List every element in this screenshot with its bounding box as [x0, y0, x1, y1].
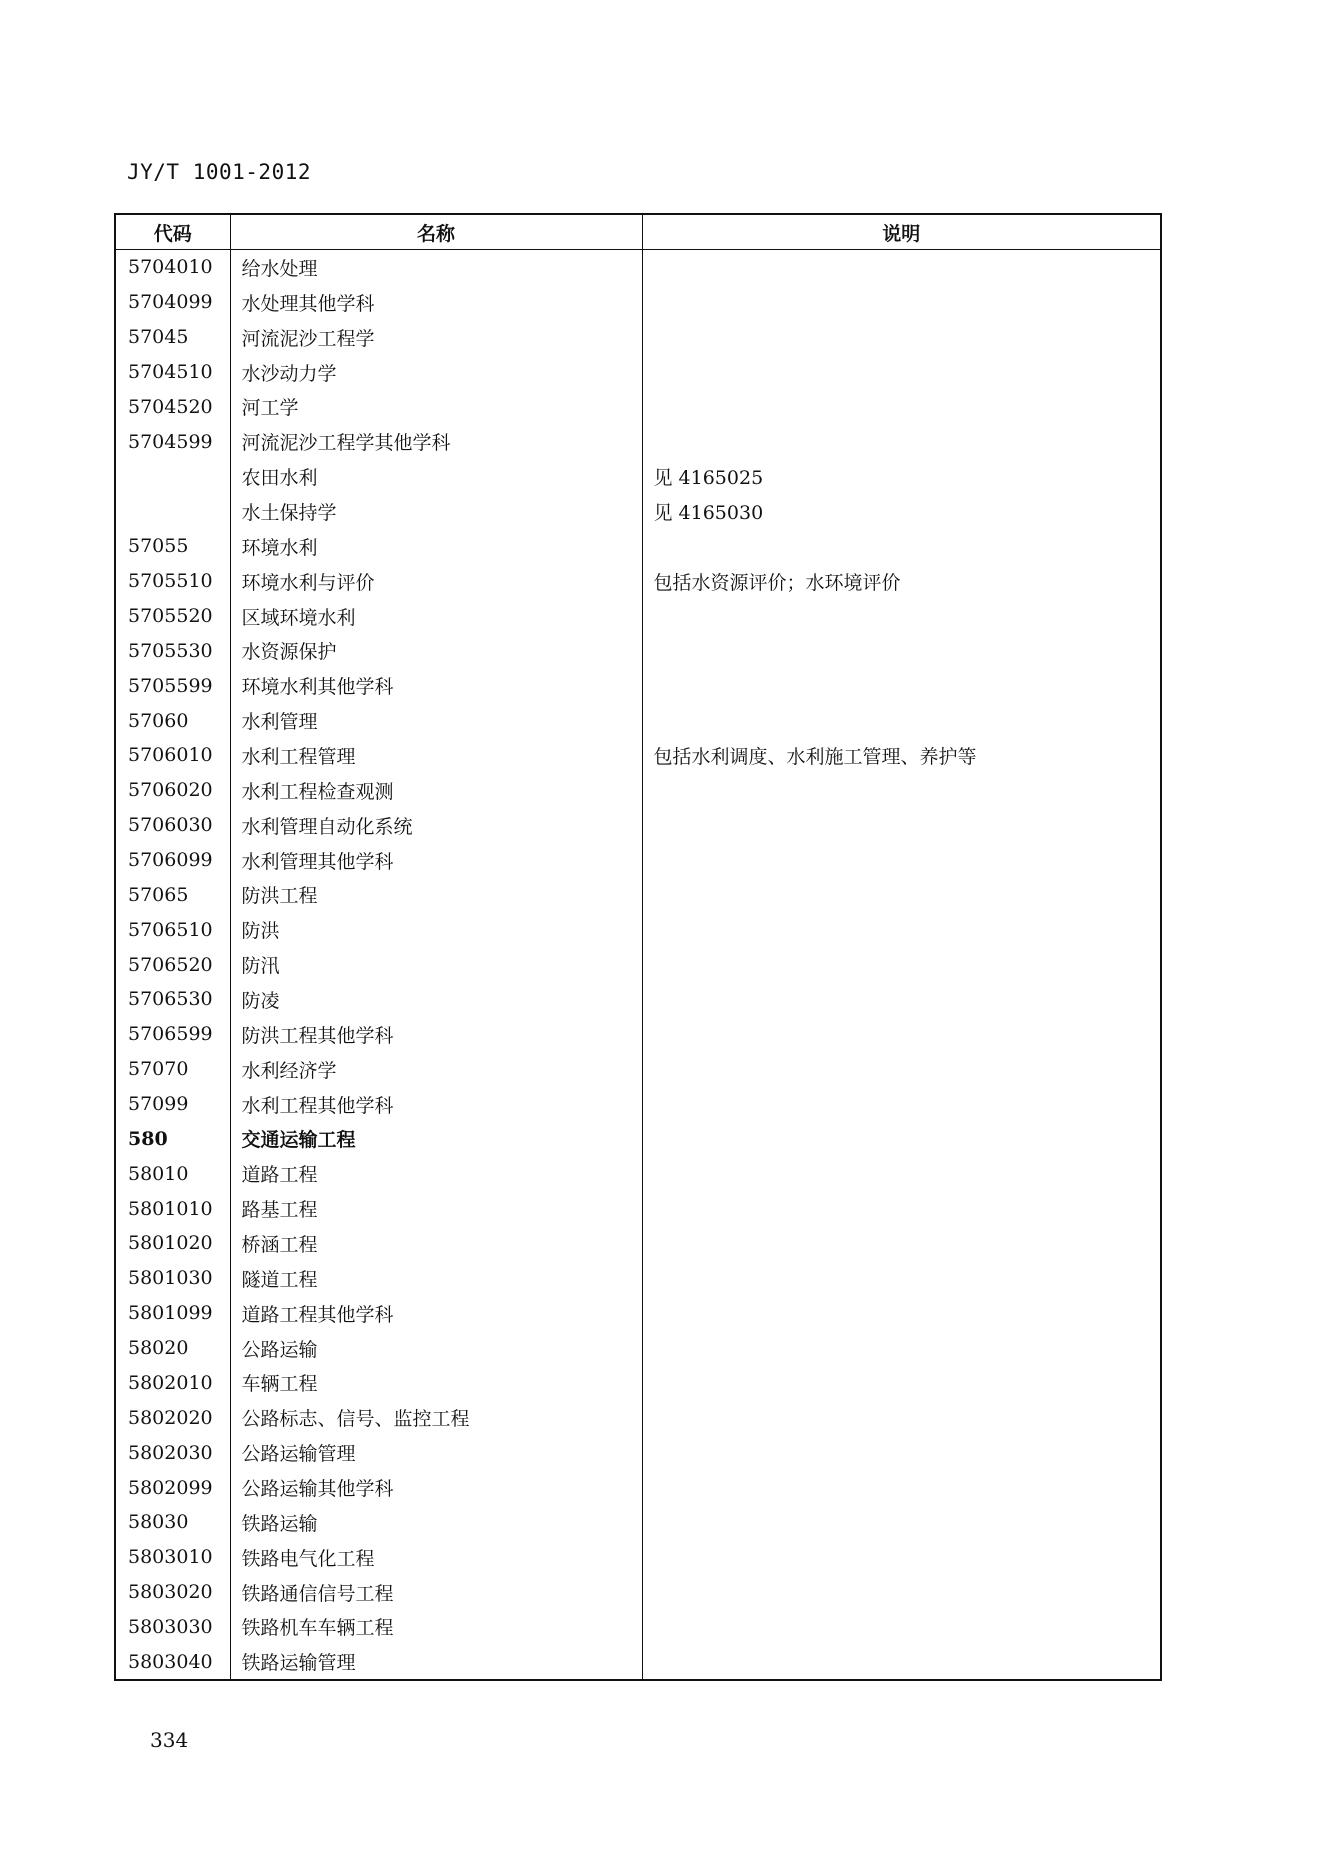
note-cell	[642, 529, 1161, 564]
note-cell	[642, 285, 1161, 320]
table-row	[115, 1470, 1161, 1505]
note-cell	[642, 947, 1161, 982]
note-cell	[642, 1505, 1161, 1540]
table-row	[115, 808, 1161, 843]
name-cell: 防凌	[230, 982, 642, 1017]
code-cell: 5706099	[115, 843, 230, 878]
name-cell: 水处理其他学科	[230, 285, 642, 320]
standard-code: JY/T 1001-2012	[127, 160, 312, 184]
name-cell: 环境水利	[230, 529, 642, 564]
table-row	[115, 738, 1161, 773]
code-cell: 57070	[115, 1052, 230, 1087]
name-cell: 铁路运输	[230, 1505, 642, 1540]
table-row	[115, 1226, 1161, 1261]
note-cell	[642, 1540, 1161, 1575]
code-cell: 58010	[115, 1156, 230, 1191]
table-row	[115, 1087, 1161, 1122]
note-cell	[642, 1121, 1161, 1156]
table-row	[115, 1435, 1161, 1470]
table-row	[115, 529, 1161, 564]
note-cell	[642, 1261, 1161, 1296]
code-cell: 5704099	[115, 285, 230, 320]
note-cell	[642, 1575, 1161, 1610]
name-cell: 道路工程其他学科	[230, 1296, 642, 1331]
code-cell: 5705599	[115, 668, 230, 703]
note-cell	[642, 1017, 1161, 1052]
table-row	[115, 424, 1161, 459]
code-cell: 5705530	[115, 633, 230, 668]
table-row	[115, 459, 1161, 494]
note-cell	[642, 1366, 1161, 1401]
column-header-name: 名称	[230, 214, 642, 250]
note-cell: 见 4165025	[642, 459, 1161, 494]
table-row	[115, 668, 1161, 703]
note-cell	[642, 424, 1161, 459]
name-cell: 公路运输管理	[230, 1435, 642, 1470]
name-cell: 河工学	[230, 389, 642, 424]
code-cell: 5803040	[115, 1644, 230, 1680]
note-cell	[642, 633, 1161, 668]
discipline-code-table	[114, 213, 1162, 1681]
code-cell: 5801030	[115, 1261, 230, 1296]
code-cell: 5704510	[115, 355, 230, 390]
note-cell	[642, 1644, 1161, 1680]
table-row	[115, 1156, 1161, 1191]
note-cell	[642, 1470, 1161, 1505]
name-cell: 水利工程检查观测	[230, 773, 642, 808]
name-cell: 给水处理	[230, 250, 642, 285]
note-cell	[642, 250, 1161, 285]
code-cell: 5704520	[115, 389, 230, 424]
code-cell: 5801099	[115, 1296, 230, 1331]
note-cell	[642, 599, 1161, 634]
name-cell: 河流泥沙工程学	[230, 320, 642, 355]
table-row	[115, 703, 1161, 738]
name-cell: 农田水利	[230, 459, 642, 494]
code-cell: 58020	[115, 1331, 230, 1366]
code-cell: 5803030	[115, 1610, 230, 1645]
name-cell: 铁路机车车辆工程	[230, 1610, 642, 1645]
name-cell: 道路工程	[230, 1156, 642, 1191]
table-row	[115, 947, 1161, 982]
table-row	[115, 1644, 1161, 1680]
table-row	[115, 494, 1161, 529]
name-cell: 铁路电气化工程	[230, 1540, 642, 1575]
code-cell	[115, 459, 230, 494]
name-cell: 交通运输工程	[230, 1121, 642, 1156]
name-cell: 水利管理	[230, 703, 642, 738]
table-row	[115, 285, 1161, 320]
code-cell: 58030	[115, 1505, 230, 1540]
table-row	[115, 564, 1161, 599]
name-cell: 铁路通信信号工程	[230, 1575, 642, 1610]
note-cell	[642, 668, 1161, 703]
note-cell	[642, 1435, 1161, 1470]
table-row	[115, 1331, 1161, 1366]
code-cell: 5802099	[115, 1470, 230, 1505]
note-cell	[642, 843, 1161, 878]
code-cell: 57045	[115, 320, 230, 355]
note-cell	[642, 320, 1161, 355]
note-cell	[642, 1331, 1161, 1366]
code-cell: 5706599	[115, 1017, 230, 1052]
code-cell: 5706510	[115, 912, 230, 947]
table-row	[115, 389, 1161, 424]
column-header-code: 代码	[115, 214, 230, 250]
note-cell: 包括水资源评价；水环境评价	[642, 564, 1161, 599]
code-cell: 5704010	[115, 250, 230, 285]
page-number: 334	[150, 1728, 189, 1752]
name-cell: 公路运输其他学科	[230, 1470, 642, 1505]
name-cell: 环境水利与评价	[230, 564, 642, 599]
code-cell	[115, 494, 230, 529]
name-cell: 车辆工程	[230, 1366, 642, 1401]
table-row	[115, 1121, 1161, 1156]
table-row	[115, 1540, 1161, 1575]
name-cell: 水土保持学	[230, 494, 642, 529]
name-cell: 防洪工程其他学科	[230, 1017, 642, 1052]
table-row	[115, 1191, 1161, 1226]
note-cell	[642, 1296, 1161, 1331]
code-cell: 57055	[115, 529, 230, 564]
note-cell: 包括水利调度、水利施工管理、养护等	[642, 738, 1161, 773]
code-cell: 5803020	[115, 1575, 230, 1610]
name-cell: 水利工程管理	[230, 738, 642, 773]
name-cell: 铁路运输管理	[230, 1644, 642, 1680]
table-row	[115, 843, 1161, 878]
name-cell: 水利管理自动化系统	[230, 808, 642, 843]
note-cell	[642, 982, 1161, 1017]
code-cell: 57099	[115, 1087, 230, 1122]
name-cell: 公路标志、信号、监控工程	[230, 1400, 642, 1435]
code-cell: 57060	[115, 703, 230, 738]
code-cell: 5706030	[115, 808, 230, 843]
note-cell: 见 4165030	[642, 494, 1161, 529]
name-cell: 环境水利其他学科	[230, 668, 642, 703]
table-row	[115, 1296, 1161, 1331]
note-cell	[642, 703, 1161, 738]
note-cell	[642, 1052, 1161, 1087]
table-row	[115, 877, 1161, 912]
table-row	[115, 1505, 1161, 1540]
note-cell	[642, 912, 1161, 947]
code-cell: 57065	[115, 877, 230, 912]
note-cell	[642, 1087, 1161, 1122]
table-row	[115, 982, 1161, 1017]
table-row	[115, 1610, 1161, 1645]
table-row	[115, 912, 1161, 947]
code-cell: 5704599	[115, 424, 230, 459]
code-cell: 5801010	[115, 1191, 230, 1226]
code-cell: 5705520	[115, 599, 230, 634]
name-cell: 区域环境水利	[230, 599, 642, 634]
table-row	[115, 320, 1161, 355]
code-cell: 5706010	[115, 738, 230, 773]
code-cell: 5706020	[115, 773, 230, 808]
note-cell	[642, 1610, 1161, 1645]
note-cell	[642, 1226, 1161, 1261]
table-row	[115, 773, 1161, 808]
note-cell	[642, 1400, 1161, 1435]
table-row	[115, 633, 1161, 668]
table-row	[115, 355, 1161, 390]
table-body	[115, 250, 1161, 1681]
table-row	[115, 1366, 1161, 1401]
name-cell: 防洪工程	[230, 877, 642, 912]
code-cell: 5706520	[115, 947, 230, 982]
table-row	[115, 1261, 1161, 1296]
note-cell	[642, 877, 1161, 912]
code-cell: 5802020	[115, 1400, 230, 1435]
code-cell: 5803010	[115, 1540, 230, 1575]
name-cell: 防洪	[230, 912, 642, 947]
table-row	[115, 599, 1161, 634]
name-cell: 隧道工程	[230, 1261, 642, 1296]
note-cell	[642, 808, 1161, 843]
code-cell: 5801020	[115, 1226, 230, 1261]
name-cell: 防汛	[230, 947, 642, 982]
column-header-note: 说明	[642, 214, 1161, 250]
name-cell: 水利管理其他学科	[230, 843, 642, 878]
note-cell	[642, 1191, 1161, 1226]
code-cell: 580	[115, 1121, 230, 1156]
table-row	[115, 1052, 1161, 1087]
table-row	[115, 1017, 1161, 1052]
code-cell: 5802030	[115, 1435, 230, 1470]
name-cell: 公路运输	[230, 1331, 642, 1366]
name-cell: 桥涵工程	[230, 1226, 642, 1261]
name-cell: 水沙动力学	[230, 355, 642, 390]
note-cell	[642, 389, 1161, 424]
table-row	[115, 250, 1161, 285]
table-header-row	[115, 214, 1161, 250]
note-cell	[642, 773, 1161, 808]
code-cell: 5802010	[115, 1366, 230, 1401]
table-row	[115, 1575, 1161, 1610]
name-cell: 河流泥沙工程学其他学科	[230, 424, 642, 459]
name-cell: 水利经济学	[230, 1052, 642, 1087]
note-cell	[642, 355, 1161, 390]
name-cell: 水利工程其他学科	[230, 1087, 642, 1122]
name-cell: 路基工程	[230, 1191, 642, 1226]
note-cell	[642, 1156, 1161, 1191]
table-row	[115, 1400, 1161, 1435]
code-cell: 5705510	[115, 564, 230, 599]
code-cell: 5706530	[115, 982, 230, 1017]
name-cell: 水资源保护	[230, 633, 642, 668]
